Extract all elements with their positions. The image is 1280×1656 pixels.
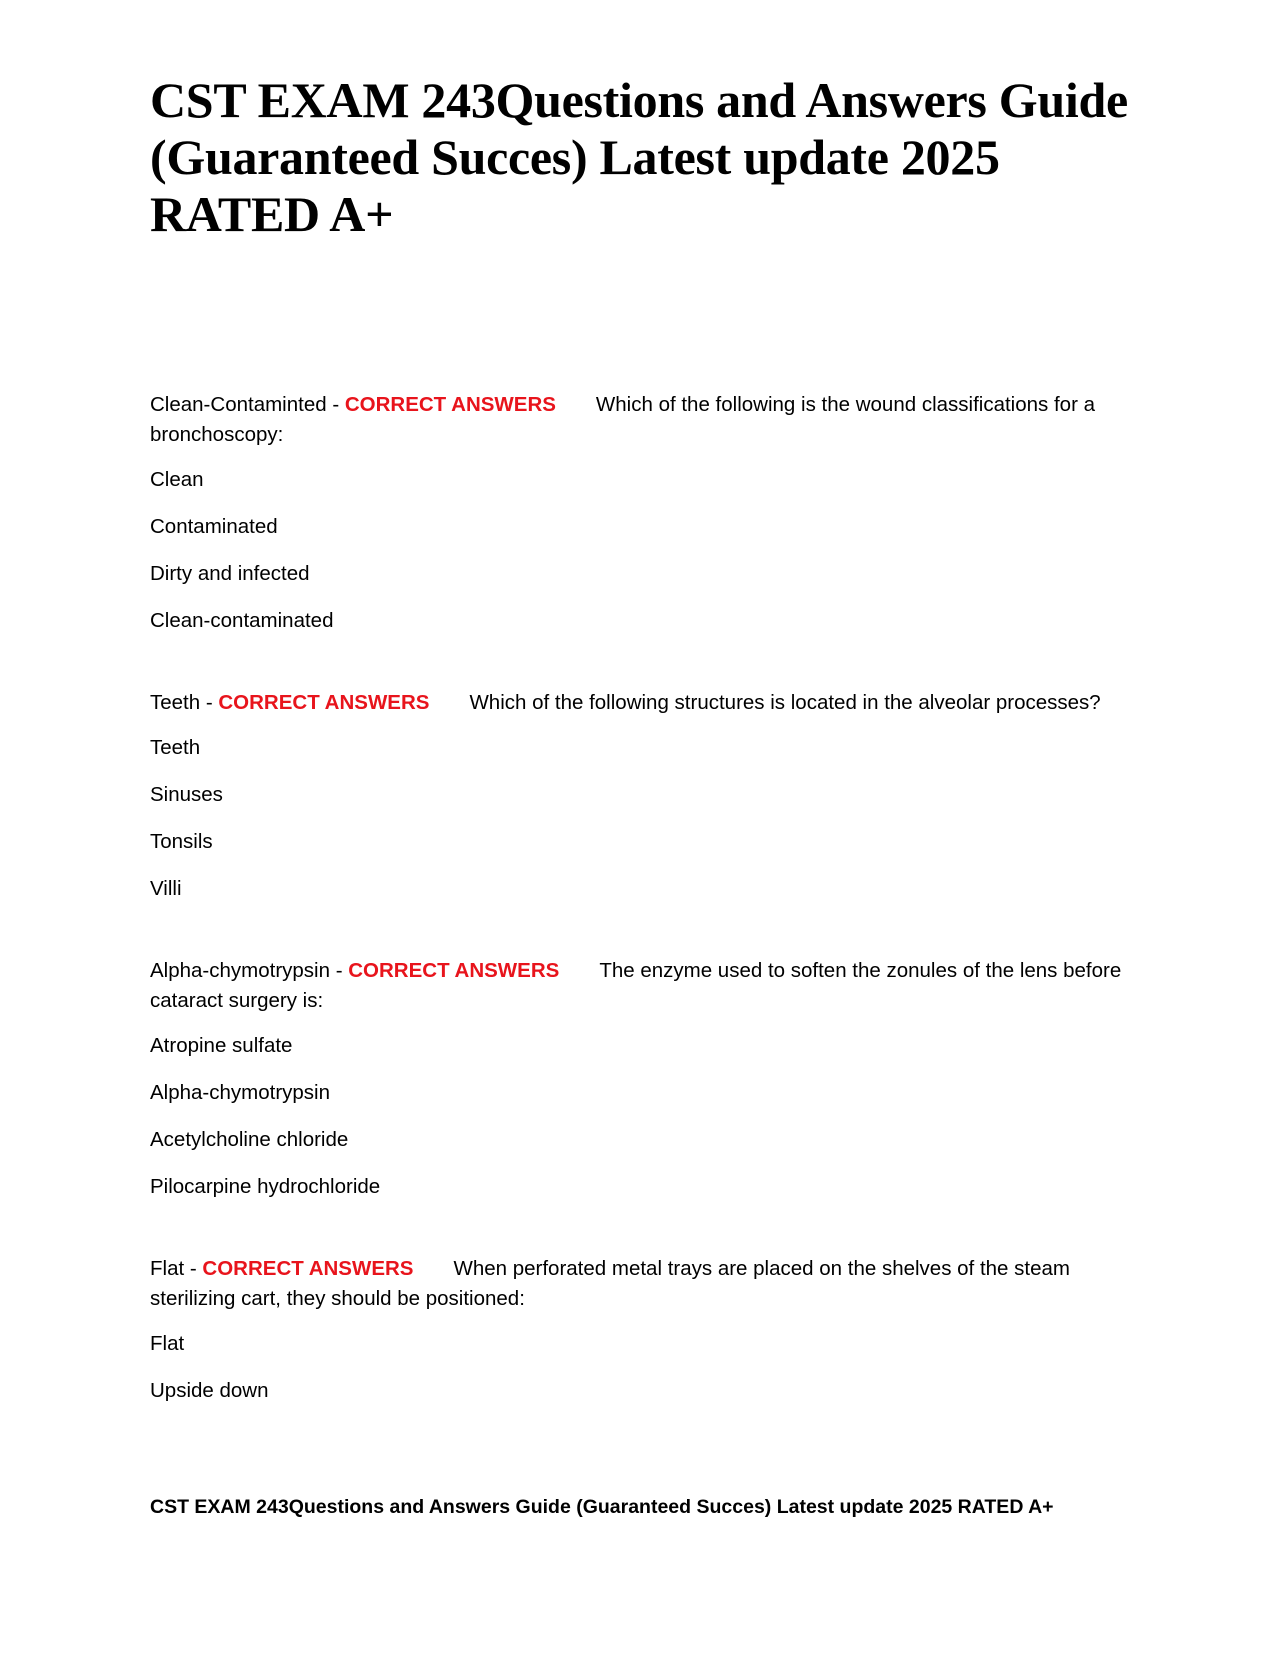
answer-text: Teeth (150, 691, 201, 714)
option: Alpha-chymotrypsin (150, 1081, 331, 1104)
answer-text: Clean-Contaminted (150, 393, 327, 416)
question-text: Which of the following is the wound classifications for a bronchoscopy: (150, 393, 1095, 446)
question-text: When perforated metal trays are placed on the shelves of the steam sterilizing cart, they should be positioned: (150, 1257, 1070, 1310)
question-list (150, 390, 1130, 1458)
question-block (150, 688, 1130, 904)
option: Atropine sulfate (150, 1034, 293, 1057)
page-footer: CST EXAM 243Questions and Answers Guide (Guaranteed Succes) Latest update 2025 RATED A+ (150, 1496, 1054, 1518)
question-line (150, 688, 1130, 718)
option: Clean-contaminated (150, 609, 334, 632)
separator: - (330, 959, 349, 982)
option: Contaminated (150, 515, 278, 538)
question-text: Which of the following structures is located in the alveolar processes? (469, 691, 1101, 714)
option: Pilocarpine hydrochloride (150, 1175, 381, 1198)
answer-text: Alpha-chymotrypsin (150, 959, 331, 982)
question-block (150, 390, 1130, 636)
correct-answers-label: CORRECT ANSWERS (218, 691, 430, 714)
question-line (150, 956, 1130, 1016)
option: Clean (150, 468, 204, 491)
option: Tonsils (150, 830, 213, 853)
question-line (150, 390, 1130, 450)
option: Acetylcholine chloride (150, 1128, 349, 1151)
document-page (150, 72, 1130, 243)
correct-answers-label: CORRECT ANSWERS (348, 959, 560, 982)
option: Flat (150, 1332, 185, 1355)
answer-text: Flat (150, 1257, 185, 1280)
document-title: CST EXAM 243Questions and Answers Guide (Guaranteed Succes) Latest update 2025 RATED A+ (150, 72, 1128, 242)
option: Teeth (150, 736, 201, 759)
question-block (150, 956, 1130, 1202)
question-text: The enzyme used to soften the zonules of the lens before cataract surgery is: (150, 959, 1122, 1012)
option: Sinuses (150, 783, 223, 806)
correct-answers-label: CORRECT ANSWERS (202, 1257, 414, 1280)
correct-answers-label: CORRECT ANSWERS (344, 393, 556, 416)
option: Villi (150, 877, 182, 900)
separator: - (184, 1257, 203, 1280)
question-block (150, 1254, 1130, 1406)
option: Upside down (150, 1379, 269, 1402)
question-line (150, 1254, 1130, 1314)
separator: - (326, 393, 345, 416)
option: Dirty and infected (150, 562, 310, 585)
separator: - (200, 691, 219, 714)
